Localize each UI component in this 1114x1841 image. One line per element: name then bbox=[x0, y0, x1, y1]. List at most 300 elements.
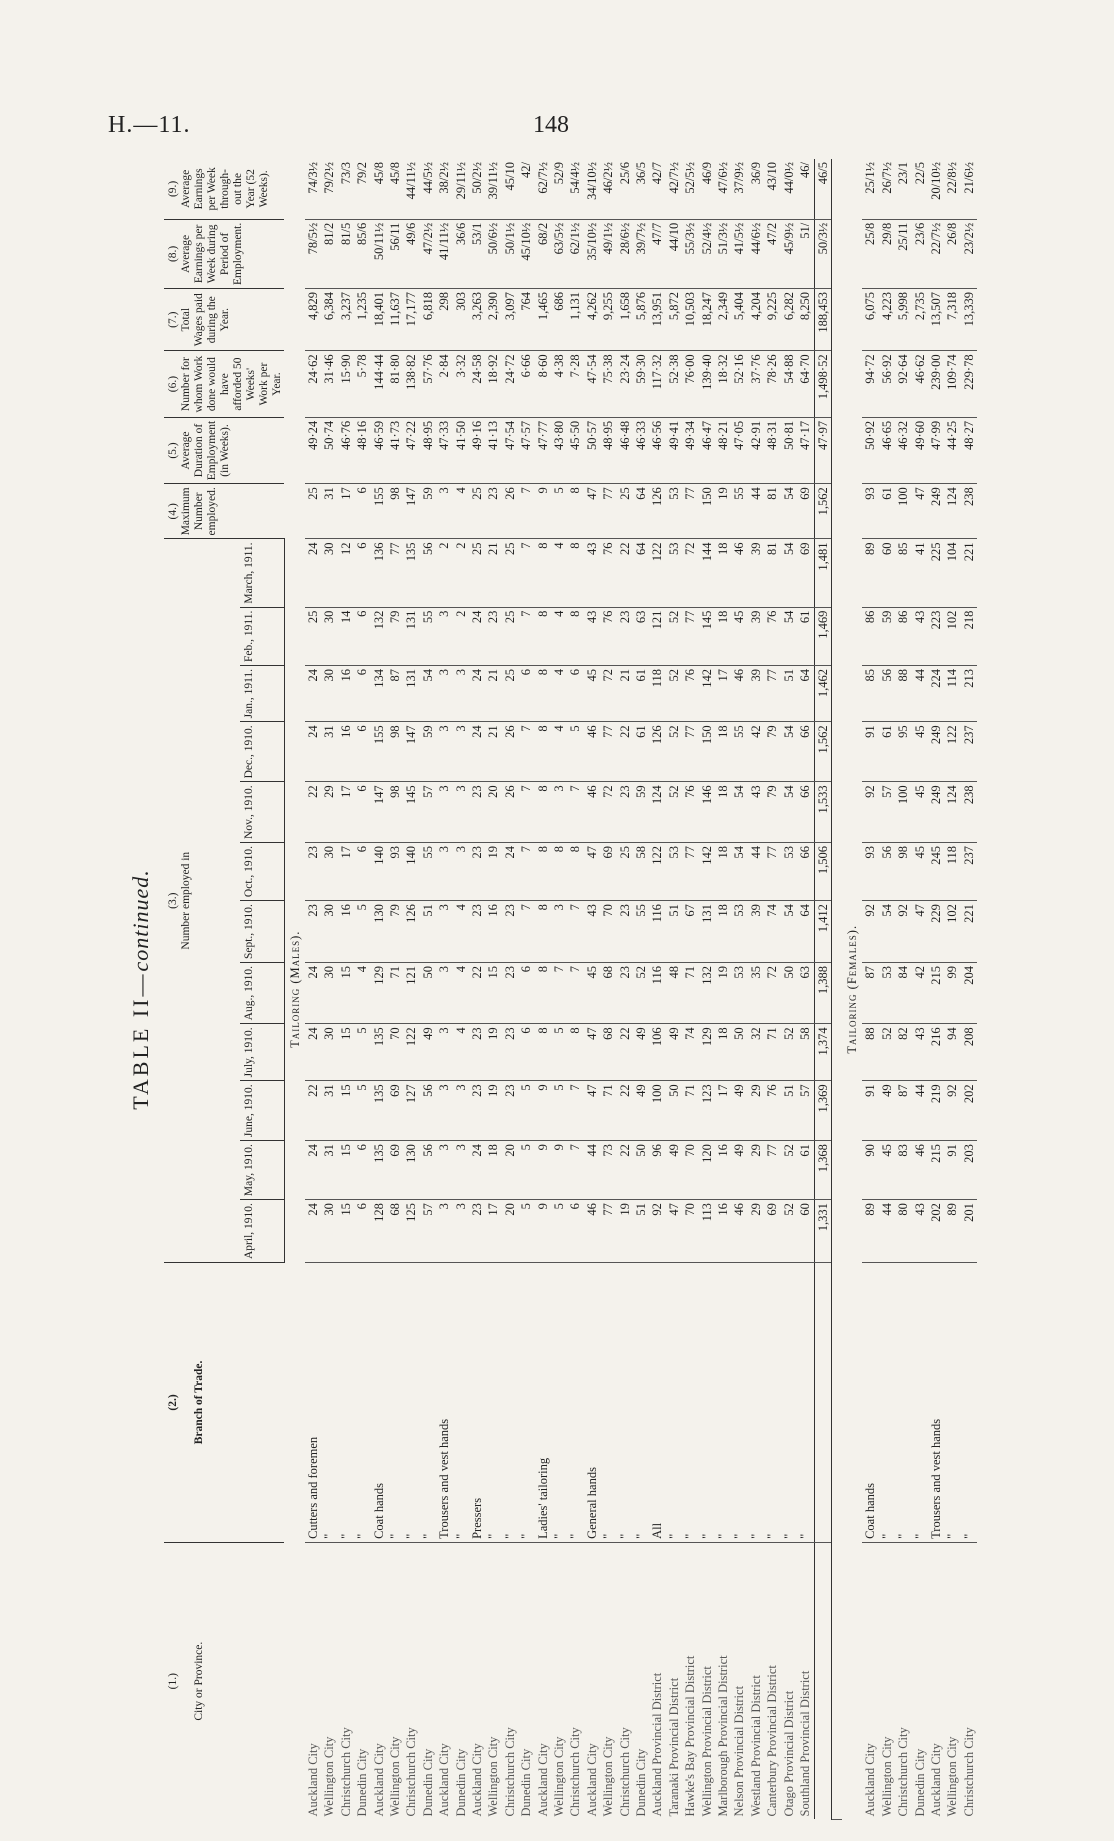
branch-cell: " bbox=[321, 1263, 337, 1543]
table-row bbox=[535, 159, 551, 1820]
month-count-cell: 146 bbox=[699, 782, 715, 843]
month-count-cell: 92 bbox=[862, 901, 878, 963]
month-count-cell: 24 bbox=[305, 1141, 321, 1200]
month-count-cell: 77 bbox=[682, 722, 698, 782]
max-cell: 126 bbox=[649, 484, 665, 539]
month-count-cell: 201 bbox=[961, 1200, 977, 1263]
month-count-cell: 85 bbox=[862, 665, 878, 721]
month-count-cell: 49 bbox=[666, 1141, 682, 1200]
month-count-cell: 202 bbox=[961, 1081, 977, 1141]
weeks50-cell: 18·32 bbox=[715, 351, 731, 417]
earn-period-cell: 23/2½ bbox=[961, 219, 977, 288]
month-count-cell: 79 bbox=[764, 722, 780, 782]
month-count-cell: 68 bbox=[600, 1024, 616, 1081]
duration-cell: 48·95 bbox=[600, 417, 616, 483]
month-count-cell: 57 bbox=[420, 1200, 436, 1263]
month-count-cell: 23 bbox=[305, 901, 321, 963]
duration-cell: 50·74 bbox=[321, 417, 337, 483]
wages-cell: 13,951 bbox=[649, 289, 665, 351]
month-count-cell: 72 bbox=[600, 782, 616, 843]
month-count-cell: 96 bbox=[649, 1141, 665, 1200]
month-count-cell: 7 bbox=[518, 722, 534, 782]
month-count-cell: 54 bbox=[781, 901, 797, 963]
month-count-cell: 6 bbox=[354, 782, 370, 843]
month-count-cell: 1,331 bbox=[814, 1200, 831, 1263]
month-count-cell: 23 bbox=[617, 782, 633, 843]
month-count-cell: 142 bbox=[699, 665, 715, 721]
month-count-cell: 39 bbox=[748, 607, 764, 665]
month-count-cell: 116 bbox=[649, 901, 665, 963]
earn-period-cell: 63/5½ bbox=[551, 219, 567, 288]
duration-cell: 50·92 bbox=[862, 417, 878, 483]
month-count-cell: 41 bbox=[912, 539, 928, 607]
max-cell: 150 bbox=[699, 484, 715, 539]
table-row bbox=[666, 159, 682, 1820]
month-count-cell: 126 bbox=[403, 901, 419, 963]
month-count-cell: 98 bbox=[387, 782, 403, 843]
month-count-cell: 30 bbox=[321, 1024, 337, 1081]
wages-cell: 3,263 bbox=[469, 289, 485, 351]
max-cell: 47 bbox=[912, 484, 928, 539]
month-count-cell: 6 bbox=[354, 665, 370, 721]
month-count-cell: 77 bbox=[764, 842, 780, 900]
month-count-cell: 45 bbox=[584, 963, 600, 1024]
month-count-cell: 124 bbox=[649, 782, 665, 843]
earn-year-cell: 22/8½ bbox=[944, 159, 960, 219]
header-month: Nov., 1910. bbox=[240, 782, 284, 843]
month-count-cell: 86 bbox=[862, 607, 878, 665]
earn-year-cell: 42/ bbox=[518, 159, 534, 219]
month-count-cell: 92 bbox=[862, 782, 878, 843]
month-count-cell: 29 bbox=[321, 782, 337, 843]
duration-cell: 41·50 bbox=[453, 417, 469, 483]
branch-cell: Coat hands bbox=[862, 1263, 878, 1543]
city-cell: Christchurch City bbox=[961, 1727, 976, 1817]
earn-year-cell: 79/2½ bbox=[321, 159, 337, 219]
month-count-cell: 91 bbox=[862, 722, 878, 782]
earn-year-cell: 45/10 bbox=[502, 159, 518, 219]
month-count-cell: 123 bbox=[699, 1081, 715, 1141]
earn-period-cell: 51/3½ bbox=[715, 219, 731, 288]
month-count-cell: 35 bbox=[748, 963, 764, 1024]
month-count-cell: 70 bbox=[682, 1141, 698, 1200]
month-count-cell: 1,368 bbox=[814, 1141, 831, 1200]
month-count-cell: 24 bbox=[469, 665, 485, 721]
month-count-cell: 49 bbox=[731, 1081, 747, 1141]
earn-year-cell: 46/2½ bbox=[600, 159, 616, 219]
earn-year-cell: 34/10½ bbox=[584, 159, 600, 219]
month-count-cell: 122 bbox=[649, 842, 665, 900]
month-count-cell: 31 bbox=[321, 722, 337, 782]
month-count-cell: 15 bbox=[338, 1200, 354, 1263]
earn-year-cell: 45/8 bbox=[371, 159, 387, 219]
earn-year-cell: 21/6½ bbox=[961, 159, 977, 219]
month-count-cell: 76 bbox=[764, 1081, 780, 1141]
month-count-cell: 26 bbox=[502, 782, 518, 843]
branch-cell: " bbox=[731, 1263, 747, 1543]
wages-cell: 2,390 bbox=[485, 289, 501, 351]
month-count-cell: 23 bbox=[502, 963, 518, 1024]
city-cell: Dunedin City bbox=[453, 1748, 468, 1817]
month-count-cell: 64 bbox=[797, 901, 814, 963]
month-count-cell: 25 bbox=[502, 665, 518, 721]
month-count-cell: 45 bbox=[584, 665, 600, 721]
weeks50-cell: 47·54 bbox=[584, 351, 600, 417]
city-cell: Wellington City bbox=[552, 1736, 566, 1817]
month-count-cell: 46 bbox=[731, 1200, 747, 1263]
table-row bbox=[731, 159, 747, 1820]
weeks50-cell: 7·28 bbox=[567, 351, 583, 417]
weeks50-cell: 109·74 bbox=[944, 351, 960, 417]
month-count-cell: 144 bbox=[699, 539, 715, 607]
table-row bbox=[305, 159, 321, 1820]
total-label-cell bbox=[814, 1542, 831, 1819]
month-count-cell: 150 bbox=[699, 722, 715, 782]
month-count-cell: 45 bbox=[912, 842, 928, 900]
earn-year-cell: 46/ bbox=[797, 159, 814, 219]
month-count-cell: 49 bbox=[633, 1024, 649, 1081]
month-count-cell: 54 bbox=[731, 782, 747, 843]
month-count-cell: 145 bbox=[403, 782, 419, 843]
branch-cell: General hands bbox=[584, 1263, 600, 1543]
header-month: Dec., 1910. bbox=[240, 722, 284, 782]
wages-cell: 3,237 bbox=[338, 289, 354, 351]
month-count-cell: 44 bbox=[912, 665, 928, 721]
max-cell: 98 bbox=[387, 484, 403, 539]
month-count-cell: 99 bbox=[944, 963, 960, 1024]
earn-year-cell: 42/7½ bbox=[666, 159, 682, 219]
month-count-cell: 129 bbox=[371, 963, 387, 1024]
city-cell: Canterbury Provincial District bbox=[765, 1665, 780, 1817]
earn-period-cell: 28/6½ bbox=[617, 219, 633, 288]
month-count-cell: 69 bbox=[387, 1141, 403, 1200]
wages-cell: 686 bbox=[551, 289, 567, 351]
month-count-cell: 126 bbox=[649, 722, 665, 782]
table-row bbox=[797, 159, 814, 1820]
duration-cell: 41·13 bbox=[485, 417, 501, 483]
month-count-cell: 6 bbox=[354, 842, 370, 900]
month-count-cell: 3 bbox=[436, 782, 452, 843]
wages-cell: 6,282 bbox=[781, 289, 797, 351]
month-count-cell: 23 bbox=[617, 963, 633, 1024]
city-cell: Westland Provincial District bbox=[748, 1675, 763, 1817]
month-count-cell: 8 bbox=[535, 1024, 551, 1081]
weeks50-cell: 4·38 bbox=[551, 351, 567, 417]
max-cell: 77 bbox=[600, 484, 616, 539]
month-count-cell: 17 bbox=[715, 665, 731, 721]
month-count-cell: 93 bbox=[387, 842, 403, 900]
wages-cell: 11,637 bbox=[387, 289, 403, 351]
earn-year-cell: 54/4½ bbox=[567, 159, 583, 219]
month-count-cell: 64 bbox=[633, 539, 649, 607]
month-count-cell: 19 bbox=[485, 1024, 501, 1081]
month-count-cell: 5 bbox=[518, 1141, 534, 1200]
month-count-cell: 24 bbox=[305, 722, 321, 782]
month-count-cell: 238 bbox=[961, 782, 977, 843]
month-count-cell: 8 bbox=[535, 539, 551, 607]
month-count-cell: 8 bbox=[535, 842, 551, 900]
month-count-cell: 43 bbox=[748, 782, 764, 843]
wages-cell: 4,223 bbox=[879, 289, 895, 351]
month-count-cell: 69 bbox=[387, 1081, 403, 1141]
month-count-cell: 3 bbox=[453, 1200, 469, 1263]
city-cell: Hawke's Bay Provincial District bbox=[683, 1655, 698, 1817]
table-row bbox=[944, 159, 960, 1820]
earn-year-cell: 45/8 bbox=[387, 159, 403, 219]
month-count-cell: 122 bbox=[403, 1024, 419, 1081]
month-count-cell: 3 bbox=[453, 1081, 469, 1141]
month-count-cell: 72 bbox=[600, 665, 616, 721]
city-cell: Otago Provincial District bbox=[781, 1690, 796, 1817]
max-cell: 7 bbox=[518, 484, 534, 539]
city-cell: Auckland City bbox=[928, 1743, 943, 1817]
city-cell: Auckland City bbox=[584, 1743, 599, 1817]
duration-cell: 47·77 bbox=[535, 417, 551, 483]
month-count-cell: 53 bbox=[781, 842, 797, 900]
duration-cell: 45·50 bbox=[567, 417, 583, 483]
weeks50-cell: 59·30 bbox=[633, 351, 649, 417]
wages-cell: 4,829 bbox=[305, 289, 321, 351]
month-count-cell: 50 bbox=[731, 1024, 747, 1081]
month-count-cell: 76 bbox=[682, 665, 698, 721]
month-count-cell: 7 bbox=[567, 1141, 583, 1200]
wages-cell: 13,339 bbox=[961, 289, 977, 351]
max-cell: 4 bbox=[453, 484, 469, 539]
month-count-cell: 135 bbox=[403, 539, 419, 607]
duration-cell: 50·57 bbox=[584, 417, 600, 483]
month-count-cell: 54 bbox=[781, 782, 797, 843]
earn-period-cell: 41/11½ bbox=[436, 219, 452, 288]
month-count-cell: 237 bbox=[961, 842, 977, 900]
month-count-cell: 73 bbox=[600, 1141, 616, 1200]
month-count-cell: 51 bbox=[420, 901, 436, 963]
max-cell: 238 bbox=[961, 484, 977, 539]
month-count-cell: 21 bbox=[485, 665, 501, 721]
section-heading: Tailoring (Females). bbox=[844, 924, 859, 1054]
month-count-cell: 122 bbox=[944, 722, 960, 782]
table-row bbox=[321, 159, 337, 1820]
month-count-cell: 94 bbox=[944, 1024, 960, 1081]
month-count-cell: 113 bbox=[699, 1200, 715, 1263]
header-month: April, 1910. bbox=[240, 1200, 284, 1263]
section-males bbox=[284, 159, 305, 1820]
table-row bbox=[862, 159, 878, 1820]
branch-cell: " bbox=[617, 1263, 633, 1543]
earn-year-cell: 52/5½ bbox=[682, 159, 698, 219]
weeks50-cell: 31·46 bbox=[321, 351, 337, 417]
month-count-cell: 135 bbox=[371, 1024, 387, 1081]
weeks50-cell: 52·38 bbox=[666, 351, 682, 417]
month-count-cell: 22 bbox=[469, 963, 485, 1024]
earn-year-cell: 79/2 bbox=[354, 159, 370, 219]
weeks50-cell: 144·44 bbox=[371, 351, 387, 417]
month-count-cell: 131 bbox=[699, 901, 715, 963]
month-count-cell: 147 bbox=[403, 722, 419, 782]
month-count-cell: 18 bbox=[715, 539, 731, 607]
branch-cell: " bbox=[387, 1263, 403, 1543]
city-cell: Dunedin City bbox=[634, 1748, 649, 1817]
month-count-cell: 52 bbox=[781, 1141, 797, 1200]
month-count-cell: 8 bbox=[535, 901, 551, 963]
month-count-cell: 3 bbox=[551, 901, 567, 963]
table-row bbox=[502, 159, 518, 1820]
header-month: Sept., 1910. bbox=[240, 901, 284, 963]
weeks50-cell: 81·80 bbox=[387, 351, 403, 417]
month-count-cell: 46 bbox=[584, 722, 600, 782]
month-count-cell: 215 bbox=[928, 963, 944, 1024]
month-count-cell: 2 bbox=[436, 539, 452, 607]
month-count-cell: 16 bbox=[338, 901, 354, 963]
month-count-cell: 129 bbox=[699, 1024, 715, 1081]
month-count-cell: 18 bbox=[715, 722, 731, 782]
earn-year-cell: 50/2½ bbox=[469, 159, 485, 219]
earn-period-cell: 47/7 bbox=[649, 219, 665, 288]
table-row bbox=[748, 159, 764, 1820]
month-count-cell: 24 bbox=[469, 607, 485, 665]
month-count-cell: 9 bbox=[535, 1200, 551, 1263]
table-row bbox=[699, 159, 715, 1820]
branch-cell: " bbox=[485, 1263, 501, 1543]
month-count-cell: 102 bbox=[944, 901, 960, 963]
weeks50-cell: 229·78 bbox=[961, 351, 977, 417]
month-count-cell: 6 bbox=[567, 1200, 583, 1263]
month-count-cell: 7 bbox=[567, 1081, 583, 1141]
branch-cell: " bbox=[682, 1263, 698, 1543]
month-count-cell: 6 bbox=[518, 665, 534, 721]
month-count-cell: 30 bbox=[321, 539, 337, 607]
duration-cell: 49·41 bbox=[666, 417, 682, 483]
max-cell: 31 bbox=[321, 484, 337, 539]
earn-period-cell: 45/10½ bbox=[518, 219, 534, 288]
month-count-cell: 221 bbox=[961, 901, 977, 963]
month-count-cell: 21 bbox=[617, 665, 633, 721]
month-count-cell: 29 bbox=[748, 1141, 764, 1200]
wages-cell: 188,453 bbox=[814, 289, 831, 351]
month-count-cell: 1,481 bbox=[814, 539, 831, 607]
month-count-cell: 49 bbox=[879, 1081, 895, 1141]
weeks50-cell: 75·38 bbox=[600, 351, 616, 417]
header-max: (4.) Maximum Number employed. bbox=[164, 484, 284, 539]
month-count-cell: 74 bbox=[764, 901, 780, 963]
earn-period-cell: 85/6 bbox=[354, 219, 370, 288]
earn-period-cell: 36/6 bbox=[453, 219, 469, 288]
month-count-cell: 131 bbox=[403, 665, 419, 721]
branch-cell: Trousers and vest hands bbox=[436, 1263, 452, 1543]
month-count-cell: 79 bbox=[764, 782, 780, 843]
month-count-cell: 79 bbox=[387, 607, 403, 665]
branch-cell: " bbox=[354, 1263, 370, 1543]
table-row bbox=[567, 159, 583, 1820]
month-count-cell: 4 bbox=[453, 963, 469, 1024]
header-month: Aug., 1910. bbox=[240, 963, 284, 1024]
earn-period-cell: 52/4½ bbox=[699, 219, 715, 288]
month-count-cell: 19 bbox=[485, 842, 501, 900]
duration-cell: 48·16 bbox=[354, 417, 370, 483]
earn-period-cell: 78/5½ bbox=[305, 219, 321, 288]
month-count-cell: 51 bbox=[781, 665, 797, 721]
earn-period-cell: 47/2½ bbox=[420, 219, 436, 288]
month-count-cell: 8 bbox=[535, 782, 551, 843]
max-cell: 59 bbox=[420, 484, 436, 539]
duration-cell: 44·25 bbox=[944, 417, 960, 483]
month-count-cell: 77 bbox=[764, 665, 780, 721]
weeks50-cell: 5·78 bbox=[354, 351, 370, 417]
month-count-cell: 127 bbox=[403, 1081, 419, 1141]
month-count-cell: 7 bbox=[518, 842, 534, 900]
month-count-cell: 24 bbox=[305, 1024, 321, 1081]
month-count-cell: 22 bbox=[617, 1024, 633, 1081]
branch-cell: Ladies' tailoring bbox=[535, 1263, 551, 1543]
city-cell: Wellington City bbox=[601, 1736, 616, 1817]
month-count-cell: 89 bbox=[862, 1200, 878, 1263]
duration-cell: 46·65 bbox=[879, 417, 895, 483]
header-avg-earn-period: (8.) Average Earnings per Week during Period of Employment. bbox=[164, 219, 284, 288]
earn-year-cell: 47/6½ bbox=[715, 159, 731, 219]
month-count-cell: 24 bbox=[502, 842, 518, 900]
month-count-cell: 77 bbox=[387, 539, 403, 607]
wages-cell: 18,247 bbox=[699, 289, 715, 351]
month-count-cell: 24 bbox=[469, 1141, 485, 1200]
month-count-cell: 5 bbox=[551, 1081, 567, 1141]
earn-year-cell: 37/9½ bbox=[731, 159, 747, 219]
month-count-cell: 249 bbox=[928, 722, 944, 782]
month-count-cell: 69 bbox=[797, 539, 814, 607]
month-count-cell: 19 bbox=[617, 1200, 633, 1263]
earn-year-cell: 44/0½ bbox=[781, 159, 797, 219]
wages-cell: 9,255 bbox=[600, 289, 616, 351]
month-count-cell: 56 bbox=[420, 539, 436, 607]
month-count-cell: 16 bbox=[338, 665, 354, 721]
branch-cell: " bbox=[567, 1263, 583, 1543]
month-count-cell: 24 bbox=[305, 963, 321, 1024]
month-count-cell: 47 bbox=[584, 842, 600, 900]
month-count-cell: 46 bbox=[731, 665, 747, 721]
wages-cell: 5,872 bbox=[666, 289, 682, 351]
total-label-cell bbox=[814, 1263, 831, 1543]
earn-period-cell: 55/3½ bbox=[682, 219, 698, 288]
city-cell: Christchurch City bbox=[338, 1727, 353, 1817]
header-month: July, 1910. bbox=[240, 1024, 284, 1081]
month-count-cell: 47 bbox=[584, 1081, 600, 1141]
month-count-cell: 66 bbox=[797, 782, 814, 843]
month-count-cell: 88 bbox=[862, 1024, 878, 1081]
earn-period-cell: 62/1½ bbox=[567, 219, 583, 288]
section-heading: Tailoring (Males). bbox=[287, 930, 302, 1048]
month-count-cell: 7 bbox=[567, 963, 583, 1024]
city-cell: Auckland City bbox=[469, 1743, 484, 1817]
month-count-cell: 52 bbox=[781, 1200, 797, 1263]
max-cell: 124 bbox=[944, 484, 960, 539]
month-count-cell: 22 bbox=[617, 539, 633, 607]
branch-cell: " bbox=[961, 1263, 977, 1543]
month-count-cell: 23 bbox=[502, 1081, 518, 1141]
month-count-cell: 80 bbox=[895, 1200, 911, 1263]
month-count-cell: 25 bbox=[469, 539, 485, 607]
city-cell: Dunedin City bbox=[420, 1748, 435, 1817]
wages-cell: 18,401 bbox=[371, 289, 387, 351]
section-females bbox=[842, 159, 862, 1820]
earn-year-cell: 38/2½ bbox=[436, 159, 452, 219]
month-count-cell: 6 bbox=[354, 539, 370, 607]
month-count-cell: 1,562 bbox=[814, 722, 831, 782]
branch-cell: " bbox=[699, 1263, 715, 1543]
earn-year-cell: 25/6 bbox=[617, 159, 633, 219]
month-count-cell: 44 bbox=[912, 1081, 928, 1141]
table-body bbox=[284, 159, 977, 1820]
month-count-cell: 245 bbox=[928, 842, 944, 900]
month-count-cell: 49 bbox=[420, 1024, 436, 1081]
month-count-cell: 45 bbox=[912, 782, 928, 843]
